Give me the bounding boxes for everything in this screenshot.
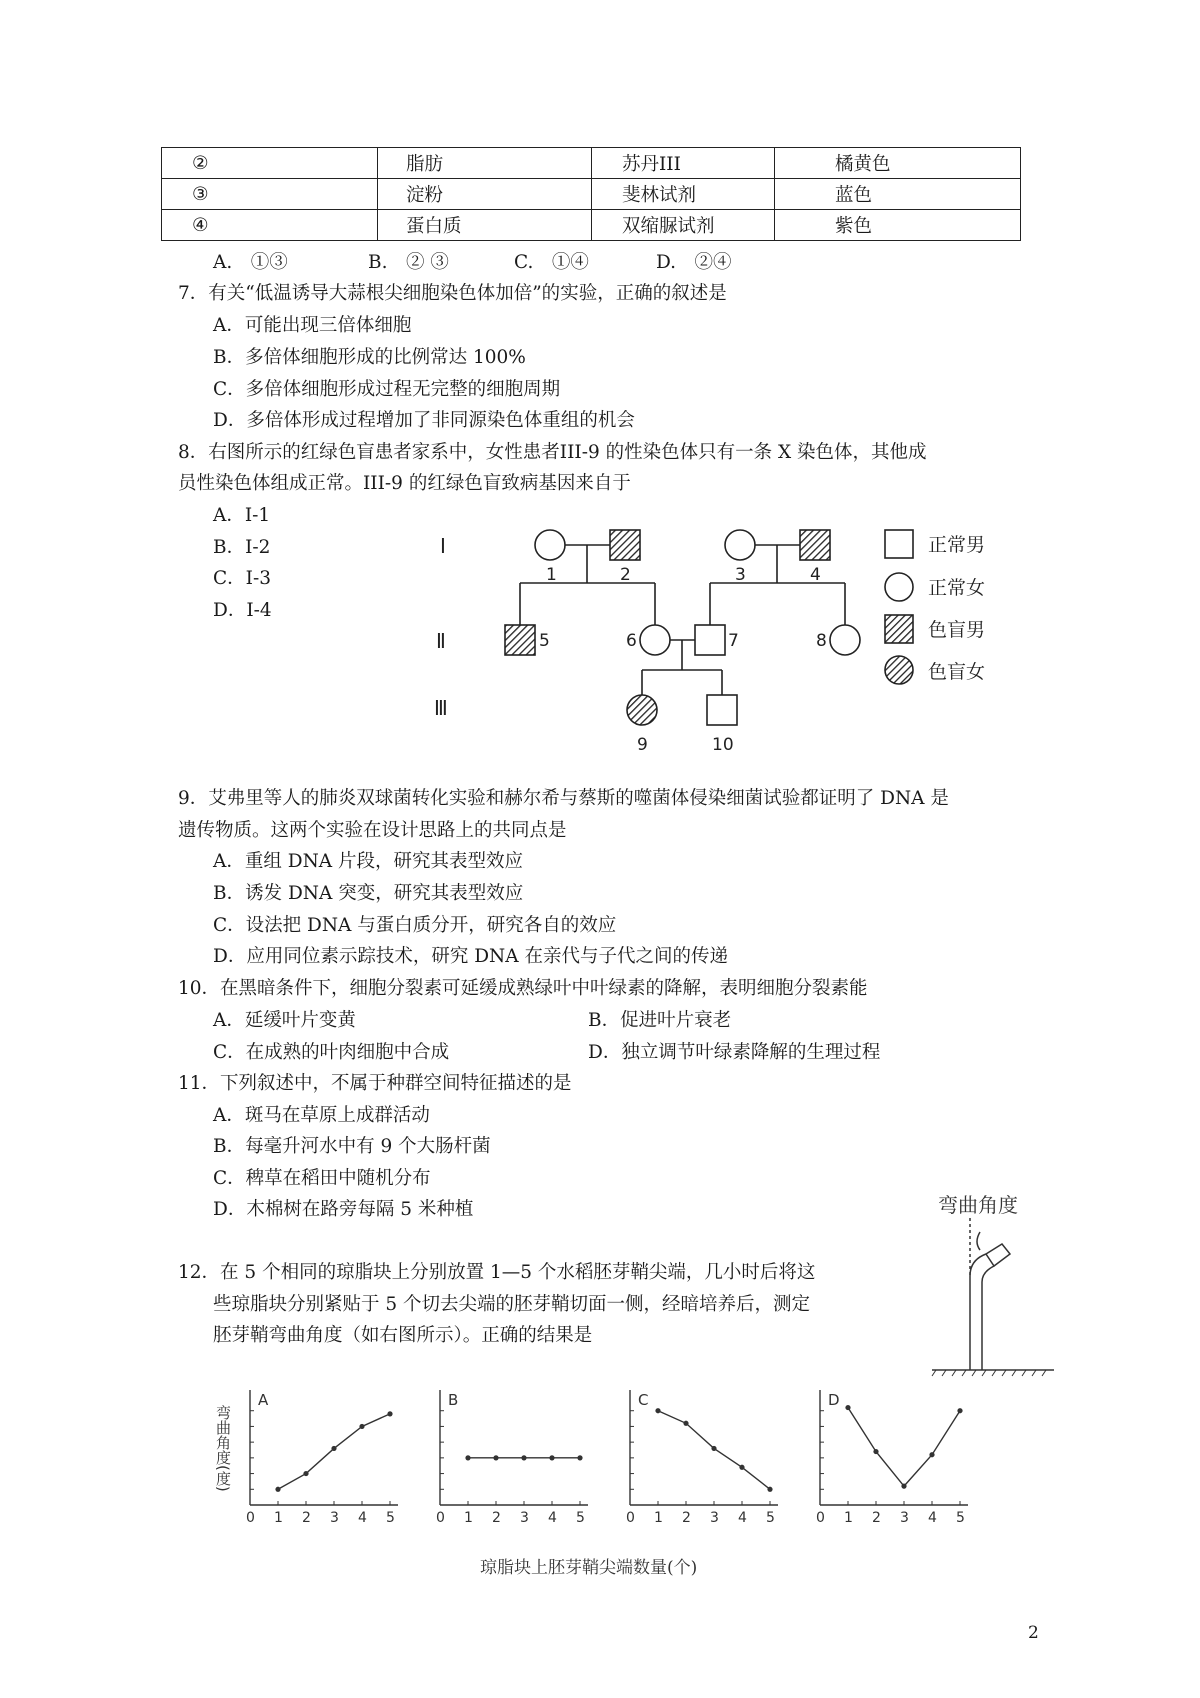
pedigree-number: 3 <box>735 565 746 585</box>
pedigree-female-colorblind-9 <box>627 695 657 725</box>
chart-x-tick-label: 2 <box>492 1510 501 1526</box>
reagent-table <box>161 147 1021 241</box>
chart-data-point <box>957 1408 962 1413</box>
chart-series-line <box>848 1408 960 1487</box>
table-cell: 淀粉 <box>378 179 592 210</box>
chart-panel-label: A <box>258 1391 269 1409</box>
table-cell: 紫色 <box>775 210 1021 241</box>
chart-x-axis-label: 琼脂块上胚芽鞘尖端数量(个) <box>480 1558 698 1578</box>
chart-data-point <box>549 1455 554 1460</box>
chart-x-tick-label: 0 <box>626 1510 635 1526</box>
q8-stem-line1: 8．右图所示的红绿色盲患者家系中，女性患者III-9 的性染色体只有一条 X 染色体，其他成 <box>178 442 927 463</box>
legend-normal-male-symbol <box>885 530 913 558</box>
q6-option-d: D. ②④ <box>656 252 732 273</box>
chart-series-line <box>278 1414 390 1489</box>
chart-x-tick-label: 5 <box>576 1510 585 1526</box>
pedigree-number: 5 <box>539 631 550 651</box>
q10-option-b: B．促进叶片衰老 <box>588 1010 732 1031</box>
chart-x-tick-label: 1 <box>844 1510 853 1526</box>
q7-option-a: A．可能出现三倍体细胞 <box>213 315 412 336</box>
pedigree-number: 2 <box>620 565 631 585</box>
pedigree-male-colorblind-5 <box>505 625 535 655</box>
table-row <box>162 179 1021 210</box>
table-row <box>162 148 1021 179</box>
table-cell: 斐林试剂 <box>592 179 775 210</box>
chart-x-tick-label: 1 <box>464 1510 473 1526</box>
legend-label: 色盲女 <box>928 661 986 683</box>
figure-label: 弯曲角度 <box>938 1193 1018 1217</box>
chart-x-tick-label: 5 <box>956 1510 965 1526</box>
q8-option-b: B．Ⅰ-2 <box>213 537 271 558</box>
page-number: 2 <box>1028 1623 1039 1643</box>
q8-stem-line2: 员性染色体组成正常。III-9 的红绿色盲致病基因来自于 <box>178 473 631 494</box>
pedigree-female-normal-8 <box>830 625 860 655</box>
chart-x-tick-label: 0 <box>816 1510 825 1526</box>
q9-option-d: D．应用同位素示踪技术，研究 DNA 在亲代与子代之间的传递 <box>213 946 728 967</box>
coleoptile-figure <box>930 1188 1060 1378</box>
q8-option-a: A．Ⅰ-1 <box>213 505 271 526</box>
chart-panel-label: D <box>828 1391 840 1409</box>
chart-x-tick-label: 2 <box>682 1510 691 1526</box>
chart-x-tick-label: 3 <box>710 1510 719 1526</box>
pedigree-gen-label: Ⅰ <box>440 534 446 558</box>
chart-x-tick-label: 1 <box>274 1510 283 1526</box>
q10-stem: 10．在黑暗条件下，细胞分裂素可延缓成熟绿叶中叶绿素的降解，表明细胞分裂素能 <box>178 978 868 999</box>
chart-x-tick-label: 5 <box>386 1510 395 1526</box>
pedigree-male-normal-10 <box>707 695 737 725</box>
q10-option-a: A．延缓叶片变黄 <box>213 1010 356 1031</box>
q7-option-d: D．多倍体形成过程增加了非同源染色体重组的机会 <box>213 410 635 431</box>
q12-stem-line2: 些琼脂块分别紧贴于 5 个切去尖端的胚芽鞘切面一侧，经暗培养后，测定 <box>213 1294 811 1315</box>
q7-option-c: C．多倍体细胞形成过程无完整的细胞周期 <box>213 379 561 400</box>
legend-label: 色盲男 <box>928 619 986 641</box>
chart-data-point <box>655 1408 660 1413</box>
chart-x-tick-label: 4 <box>738 1510 747 1526</box>
q11-option-c: C．稗草在稻田中随机分布 <box>213 1168 431 1189</box>
agar-block <box>986 1244 1010 1266</box>
table-cell: ② <box>162 148 378 179</box>
pedigree-number: 8 <box>816 631 827 651</box>
chart-x-tick-label: 4 <box>928 1510 937 1526</box>
chart-data-point <box>683 1421 688 1426</box>
legend-colorblind-male-symbol <box>885 615 913 643</box>
chart-panel-label: B <box>448 1391 459 1409</box>
pedigree-number: 4 <box>810 565 821 585</box>
table-cell: 橘黄色 <box>775 148 1021 179</box>
q9-stem-line2: 遗传物质。这两个实验在设计思路上的共同点是 <box>178 820 567 841</box>
legend-label: 正常男 <box>928 534 986 556</box>
table-cell: 双缩脲试剂 <box>592 210 775 241</box>
chart-data-point <box>521 1455 526 1460</box>
chart-x-tick-label: 5 <box>766 1510 775 1526</box>
table-cell: 苏丹III <box>592 148 775 179</box>
q9-option-c: C．设法把 DNA 与蛋白质分开，研究各自的效应 <box>213 915 617 936</box>
pedigree-male-colorblind-4 <box>800 530 830 560</box>
q11-option-a: A．斑马在草原上成群活动 <box>213 1105 430 1126</box>
table-row <box>162 210 1021 241</box>
q12-stem-line3: 胚芽鞘弯曲角度（如右图所示）。正确的结果是 <box>213 1325 593 1346</box>
chart-data-point <box>387 1411 392 1416</box>
pedigree-male-normal-7 <box>695 625 725 655</box>
table-cell: 脂肪 <box>378 148 592 179</box>
chart-x-tick-label: 3 <box>520 1510 529 1526</box>
q7-stem: 7．有关“低温诱导大蒜根尖细胞染色体加倍”的实验，正确的叙述是 <box>178 283 727 304</box>
chart-x-tick-label: 1 <box>654 1510 663 1526</box>
table-cell: 蛋白质 <box>378 210 592 241</box>
chart-x-tick-label: 0 <box>436 1510 445 1526</box>
chart-data-point <box>359 1424 364 1429</box>
pedigree-number: 10 <box>712 735 734 755</box>
pedigree-number: 1 <box>546 565 557 585</box>
pedigree-female-normal-6 <box>640 625 670 655</box>
q9-option-b: B．诱发 DNA 突变，研究其表型效应 <box>213 883 524 904</box>
chart-data-point <box>493 1455 498 1460</box>
chart-x-tick-label: 2 <box>872 1510 881 1526</box>
chart-x-tick-label: 0 <box>246 1510 255 1526</box>
chart-data-point <box>577 1455 582 1460</box>
chart-data-point <box>901 1484 906 1489</box>
pedigree-number: 6 <box>626 631 637 651</box>
chart-x-tick-label: 3 <box>900 1510 909 1526</box>
pedigree-gen-label: Ⅲ <box>434 696 448 720</box>
q6-option-b: B. ② ③ <box>368 252 449 273</box>
chart-x-tick-label: 3 <box>330 1510 339 1526</box>
q10-option-d: D．独立调节叶绿素降解的生理过程 <box>588 1042 881 1063</box>
q11-option-b: B．每毫升河水中有 9 个大肠杆菌 <box>213 1136 491 1157</box>
q6-option-c: C. ①④ <box>514 252 589 273</box>
q8-option-c: C．Ⅰ-3 <box>213 568 271 589</box>
bend-angle-charts <box>215 1385 1065 1540</box>
chart-data-point <box>331 1446 336 1451</box>
q11-option-d: D．木棉树在路旁每隔 5 米种植 <box>213 1199 474 1220</box>
chart-data-point <box>873 1449 878 1454</box>
q10-option-c: C．在成熟的叶肉细胞中合成 <box>213 1042 450 1063</box>
chart-data-point <box>465 1455 470 1460</box>
legend-label: 正常女 <box>928 577 986 599</box>
chart-data-point <box>845 1405 850 1410</box>
chart-data-point <box>711 1446 716 1451</box>
pedigree-gen-label: Ⅱ <box>436 629 446 653</box>
q12-stem-line1: 12．在 5 个相同的琼脂块上分别放置 1—5 个水稻胚芽鞘尖端，几小时后将这 <box>178 1262 816 1283</box>
chart-x-tick-label: 4 <box>358 1510 367 1526</box>
q7-option-b: B．多倍体细胞形成的比例常达 100% <box>213 347 526 368</box>
table-cell: ④ <box>162 210 378 241</box>
chart-y-axis-label: 弯曲角度(度) <box>214 1405 232 1492</box>
chart-panel-label: C <box>638 1391 649 1409</box>
chart-data-point <box>929 1452 934 1457</box>
q9-option-a: A．重组 DNA 片段，研究其表型效应 <box>213 851 524 872</box>
q11-stem: 11．下列叙述中，不属于种群空间特征描述的是 <box>178 1073 572 1094</box>
chart-data-point <box>739 1465 744 1470</box>
pedigree-diagram <box>434 515 1050 755</box>
table-cell: 蓝色 <box>775 179 1021 210</box>
q9-stem-line1: 9．艾弗里等人的肺炎双球菌转化实验和赫尔希与蔡斯的噬菌体侵染细菌试验都证明了 DNA 是 <box>178 788 949 809</box>
q6-option-a: A. ①③ <box>213 252 288 273</box>
pedigree-female-normal-1 <box>535 530 565 560</box>
legend-colorblind-female-symbol <box>885 656 913 684</box>
pedigree-male-colorblind-2 <box>610 530 640 560</box>
chart-x-tick-label: 4 <box>548 1510 557 1526</box>
pedigree-female-normal-3 <box>725 530 755 560</box>
pedigree-number: 9 <box>637 735 648 755</box>
legend-normal-female-symbol <box>885 573 913 601</box>
table-cell: ③ <box>162 179 378 210</box>
chart-data-point <box>303 1471 308 1476</box>
chart-x-tick-label: 2 <box>302 1510 311 1526</box>
q8-option-d: D．Ⅰ-4 <box>213 600 272 621</box>
chart-data-point <box>275 1487 280 1492</box>
pedigree-number: 7 <box>728 631 739 651</box>
chart-data-point <box>767 1487 772 1492</box>
